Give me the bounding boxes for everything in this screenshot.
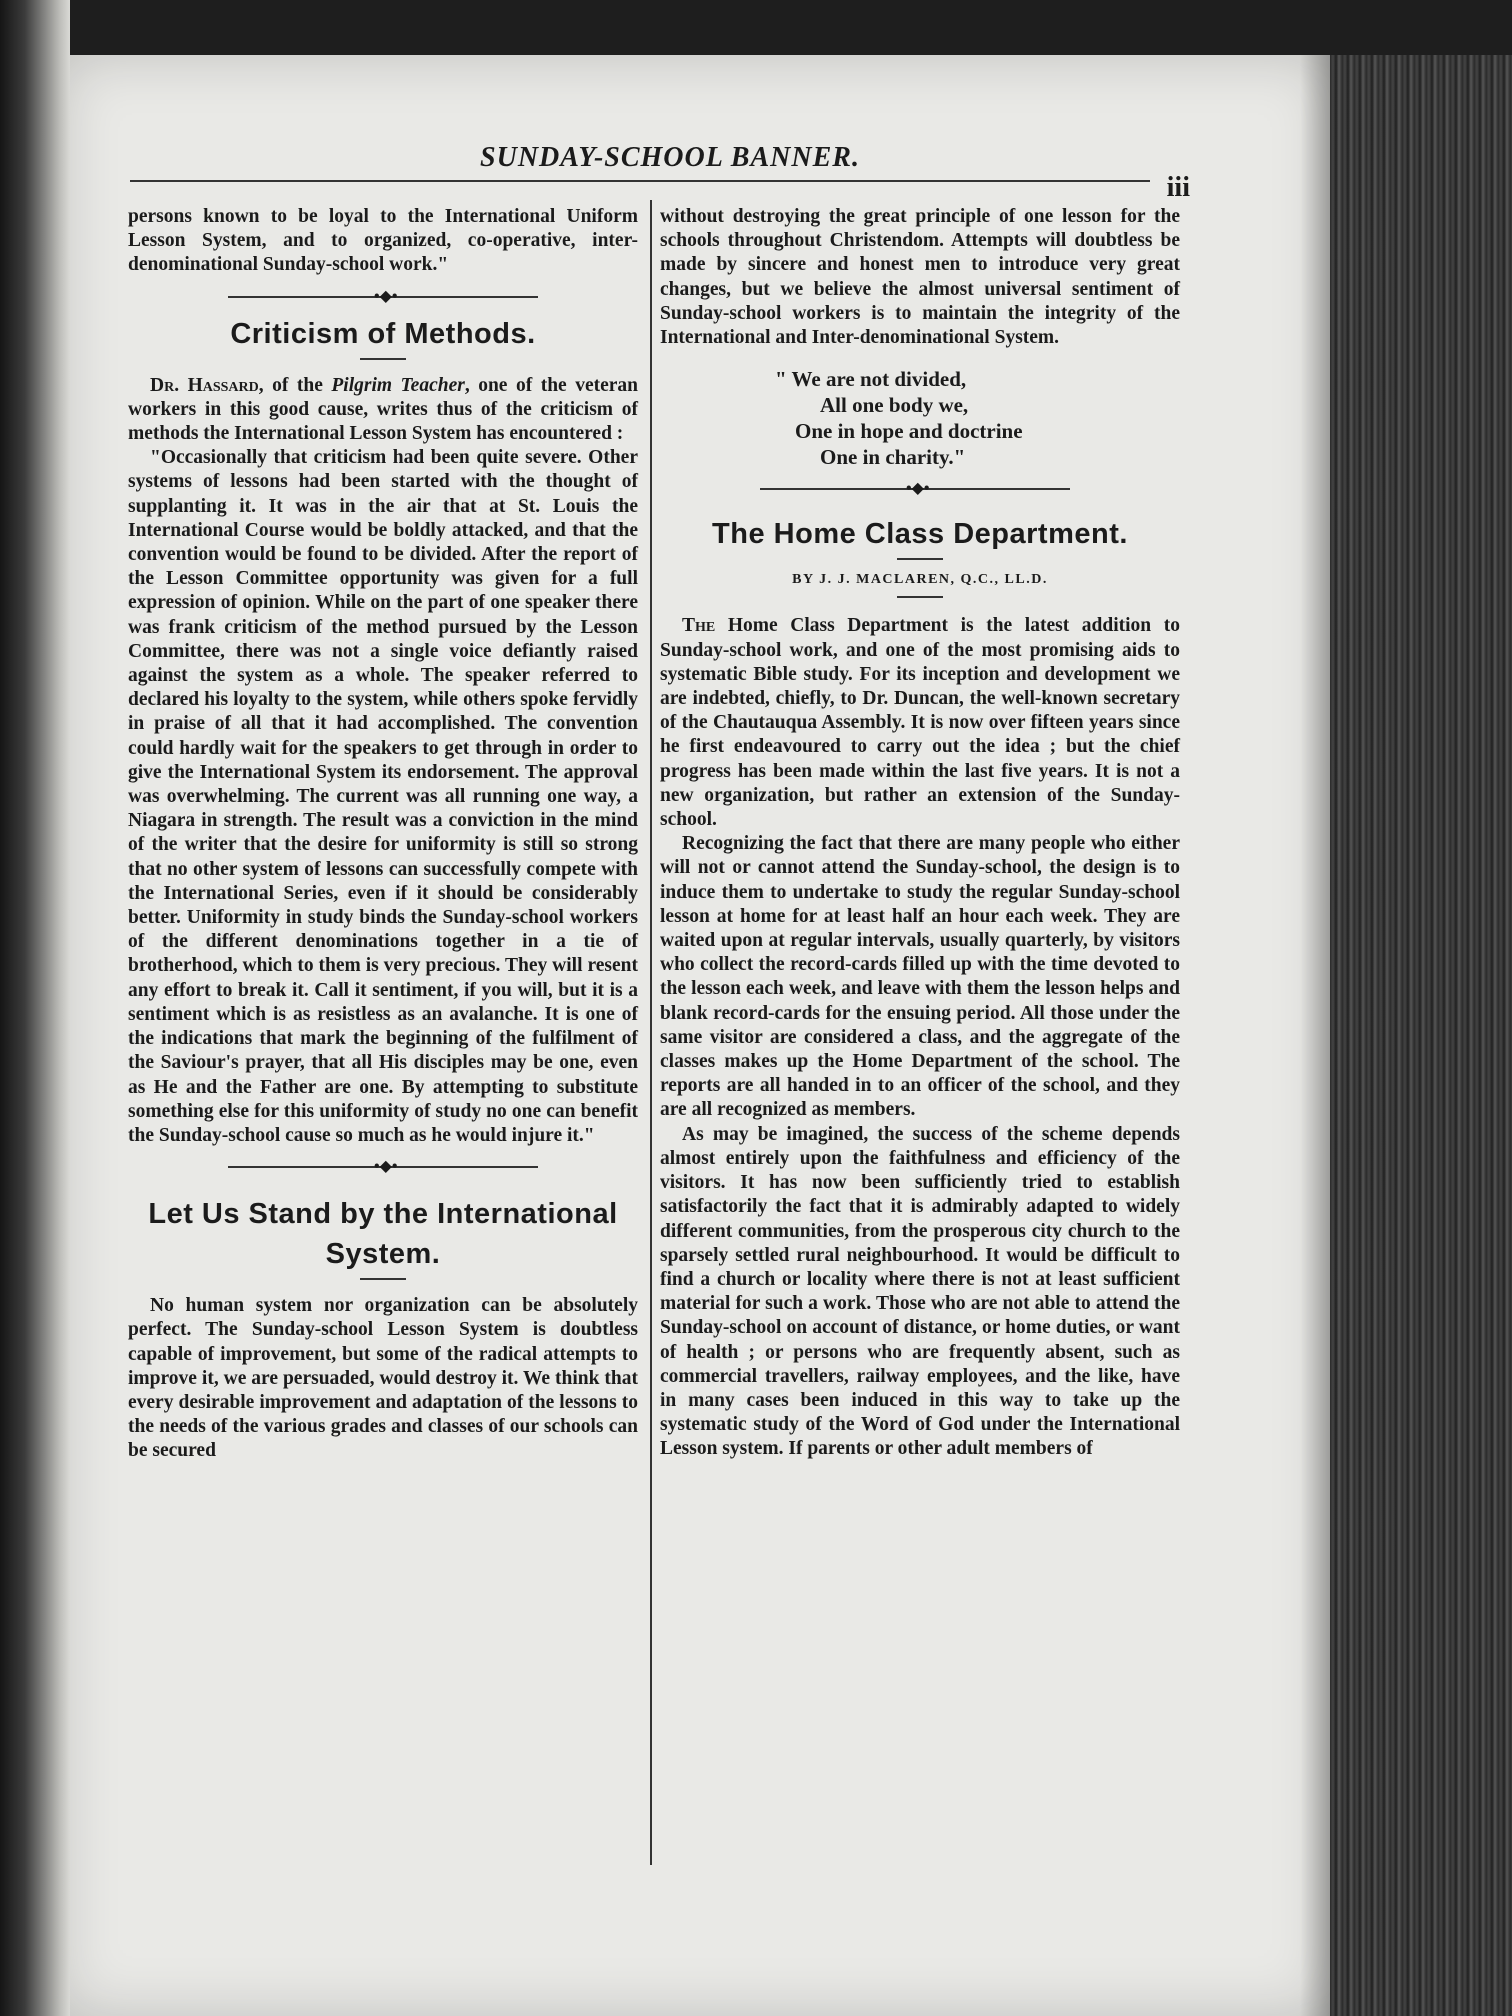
title-rule [360,358,406,360]
paragraph-text: , of the [258,374,332,396]
section-title-international [128,1194,638,1274]
header-rule [130,180,1150,182]
paragraph: As may be imagined, the success of the scheme depends almost entirely upon the faithfulness and efficiency of the visitors. It has now been sufficiently tried to establish satisfactorily the fact that it is admirably adapted to widely different communities, from the prosperous city church to the sparsely settled rural neighbourhood. It would be difficult to find a church or locality where there is not at least sufficient material for such a work. Those who are not able to attend the Sunday-school on account of distance, or home duties, or want of health ; or persons who are frequently absent, such as commercial travellers, railway employees, and the like, have in many cases been induced in this way to take up the systematic study of the Word of God under the International Lesson system. If parents or other adult members of [660,1123,1180,1460]
section-divider-ornament: •◆• [128,288,638,306]
title-line: System. [325,1238,441,1271]
poem-line: One in charity." [820,445,966,470]
paragraph-text: Home Class Department is the latest addition to Sunday-school work, and one of the most promising aids to systematic Bible study. For its inception and development we are indebted, chiefly, to Dr. Duncan, the well-known secretary of the Chautauqua Assembly. It is now over fifteen years since he first endeavoured to carry out the idea ; but the chief progress has been made within the last five years. It is not a new organization, but rather an extension of the Sunday-school. [660,615,1180,831]
lead-word: The [682,615,716,637]
paragraph-text: , one of the veteran workers in this good cause, writes thus of the criticism of methods the International Lesson System has encountered : [128,374,638,445]
scan-top-edge [0,0,1512,55]
title-rule [897,558,943,560]
paragraph: No human system nor organization can be absolutely perfect. The Sunday-school Lesson System is doubtless capable of improvement, but some of the radical attempts to improve it, we are persuaded, would destroy it. We think that every desirable improvement and adaptation of the lessons to the needs of the various grades and classes of our schools can be secured [128,1295,638,1462]
section-divider-ornament: •◆• [128,1158,638,1176]
running-head: SUNDAY-SCHOOL BANNER. [480,142,860,173]
column-divider [650,200,652,1865]
title-rule [897,596,943,598]
byline: BY J. J. MACLAREN, Q.C., LL.D. [792,572,1048,588]
poem-line: One in hope and doctrine [795,419,1023,444]
poem-line: " We are not divided, [775,367,967,392]
quoted-paragraph: "Occasionally that criticism had been quite severe. Other systems of lessons had been started with the thought of supplanting it. It was in the air that at St. Louis the International Course would be boldly attacked, and that the convention would be found to be divided. After the report of the Lesson Committee opportunity was given for a full expression of opinion. While on the part of one speaker there was frank criticism of the method pursued by the Lesson Committee, there was not a single voice defiantly raised against the system as a whole. The speaker referred to declared his loyalty to the system, while others spoke fervidly in praise of all that it had accomplished. The convention could hardly wait for the speakers to get through in order to give the International System its endorsement. The approval was overwhelming. The current was all running one way, a Niagara in strength. The result was a conviction in the mind of the writer that the desire for uniformity is still so strong that no other system of lessons can successfully compete with the International Series, even if it should be considerably better. Uniformity in study binds the Sunday-school workers of the different denominations together in a tie of brotherhood, which to them is very precious. They will resent any effort to break it. Call it sentiment, if you will, but it is a sentiment which is as resistless as an avalanche. It is one of the indications that mark the beginning of the fulfilment of the Saviour's prayer, that all His disciples may be one, even as He and the Father are one. By attempting to substitute something else for this uniformity of study no one can benefit the Sunday-school cause so much as he would injure it." [128,447,638,1146]
section-title-home-class: The Home Class Department. [712,518,1128,551]
book-binding-left [0,0,70,2016]
book-page-edges-right [1330,55,1512,2016]
left-column [128,205,638,1464]
paragraph [128,374,638,447]
title-line: Let Us Stand by the International [148,1198,618,1231]
continuation-paragraph: without destroying the great principle of one lesson for the schools throughout Christendom. Attempts will doubtless be made by sincere and honest men to introduce very great changes, but we believe the almost universal sentiment of Sunday-school workers is to maintain the integrity of the International and Inter-denominational System. [660,206,1180,349]
continuation-paragraph: persons known to be loyal to the International Uniform Lesson System, and to organized, co-operative, inter-denominational Sunday-school work." [128,206,638,276]
page-number: iii [1166,172,1190,203]
paragraph: Recognizing the fact that there are many people who either will not or cannot attend the Sunday-school, the design is to induce them to undertake to study the regular Sunday-school lesson at home for at least half an hour each week. They are waited upon at regular intervals, usually quarterly, by visitors who collect the record-cards filled up with the time devoted to the lesson each week, and leave with them the lesson helps and blank record-cards for the ensuing period. All those under the same visitor are considered a class, and the aggregate of the classes makes up the Home Department of the school. The reports are all handed in to an officer of the school, and they are all recognized as members. [660,833,1180,1121]
section-divider-ornament: •◆• [660,480,1180,498]
right-column [660,205,1180,1462]
section-title-criticism: Criticism of Methods. [230,317,536,350]
author-name: Dr. Hassard [150,374,259,396]
poem-line: All one body we, [820,393,969,418]
paragraph [660,614,1180,832]
title-rule [360,1278,406,1280]
hymn-quote [660,366,1180,470]
journal-title: Pilgrim Teacher [331,374,465,396]
